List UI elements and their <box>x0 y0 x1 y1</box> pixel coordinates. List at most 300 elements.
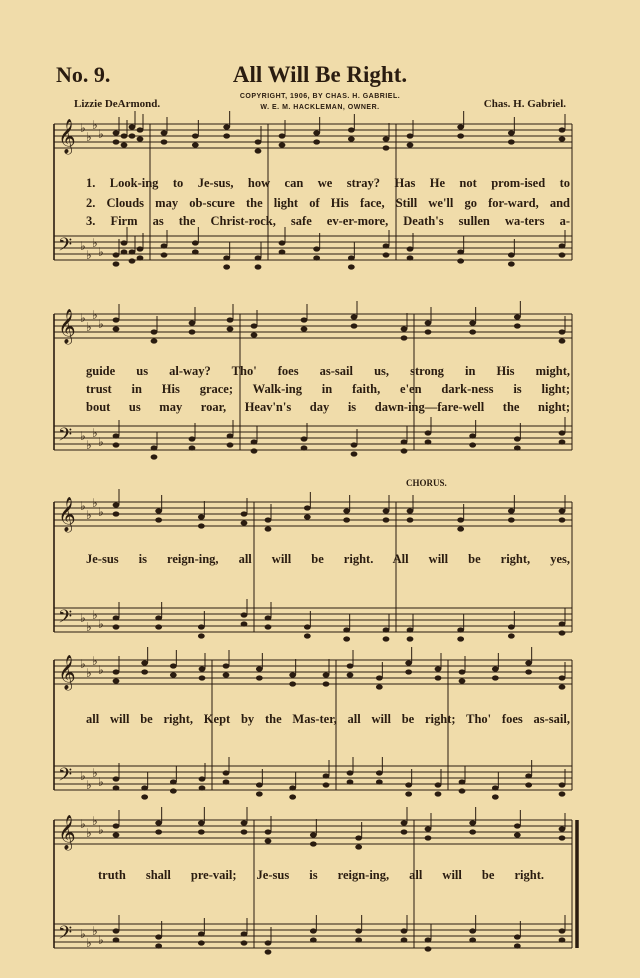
note-head <box>407 627 414 632</box>
note-head <box>223 133 230 138</box>
flat-sign-icon: ♭ <box>80 499 86 513</box>
flat-sign-icon: ♭ <box>92 814 98 828</box>
note-head <box>559 329 566 334</box>
note-head <box>137 255 144 260</box>
composer: Chas. H. Gabriel. <box>483 98 566 110</box>
note-head <box>559 127 566 132</box>
note-head <box>113 433 120 438</box>
note-head <box>559 937 566 942</box>
hymn-number: No. 9. <box>56 62 111 87</box>
note-head <box>323 672 330 677</box>
note-head <box>241 511 248 516</box>
treble-clef-icon: 𝄞 <box>58 815 76 850</box>
note-head <box>323 773 330 778</box>
note-head <box>383 252 390 257</box>
note-head <box>383 517 390 522</box>
note-head <box>323 782 330 787</box>
note-head <box>113 139 120 144</box>
note-head <box>401 937 408 942</box>
verse-2-line-1: 2. Clouds may ob-scure the light of His face, Still we'll go for-ward, and <box>86 196 570 210</box>
note-head <box>457 124 464 129</box>
note-head <box>559 791 566 796</box>
note-head <box>492 785 499 790</box>
note-head <box>129 133 136 138</box>
treble-clef-icon: 𝄞 <box>58 119 76 154</box>
note-head <box>508 130 515 135</box>
note-head <box>492 666 499 671</box>
note-head <box>113 502 120 507</box>
note-head <box>192 240 199 245</box>
note-head <box>279 142 286 147</box>
note-head <box>265 624 272 629</box>
note-head <box>241 520 248 525</box>
flat-sign-icon: ♭ <box>80 121 86 135</box>
verse-1-line-1: 1. Look-ing to Je-sus, how can we stray? Has He not prom-ised to <box>86 176 570 190</box>
note-head <box>137 246 144 251</box>
note-head <box>376 779 383 784</box>
note-head <box>113 252 120 257</box>
note-head <box>241 940 248 945</box>
note-head <box>279 249 286 254</box>
flat-sign-icon: ♭ <box>86 620 92 634</box>
note-head <box>343 636 350 641</box>
note-head <box>155 517 162 522</box>
note-head <box>129 258 136 263</box>
note-head <box>161 139 168 144</box>
note-head <box>121 142 128 147</box>
note-head <box>559 439 566 444</box>
note-head <box>514 934 521 939</box>
note-head <box>525 660 532 665</box>
note-head <box>514 323 521 328</box>
note-head <box>559 684 566 689</box>
note-head <box>251 448 258 453</box>
flat-sign-icon: ♭ <box>92 608 98 622</box>
note-head <box>405 669 412 674</box>
flat-sign-icon: ♭ <box>92 236 98 250</box>
note-head <box>457 517 464 522</box>
note-head <box>457 249 464 254</box>
note-head <box>383 508 390 513</box>
note-head <box>113 615 120 620</box>
note-head <box>514 832 521 837</box>
note-head <box>559 826 566 831</box>
note-head <box>192 133 199 138</box>
lyricist: Lizzie DeArmond. <box>74 98 161 110</box>
note-head <box>469 320 476 325</box>
note-head <box>113 317 120 322</box>
note-head <box>425 826 432 831</box>
note-head <box>348 127 355 132</box>
note-head <box>223 672 230 677</box>
note-head <box>559 508 566 513</box>
note-head <box>113 823 120 828</box>
flat-sign-icon: ♭ <box>98 505 104 519</box>
note-head <box>313 139 320 144</box>
flat-sign-icon: ♭ <box>92 924 98 938</box>
flat-sign-icon: ♭ <box>80 817 86 831</box>
note-head <box>113 261 120 266</box>
note-head <box>121 133 128 138</box>
note-head <box>401 829 408 834</box>
flat-sign-icon: ♭ <box>86 130 92 144</box>
note-head <box>514 436 521 441</box>
note-head <box>121 249 128 254</box>
note-head <box>129 124 136 129</box>
note-head <box>559 621 566 626</box>
note-head <box>525 773 532 778</box>
note-head <box>459 788 466 793</box>
note-head <box>155 829 162 834</box>
note-head <box>351 442 358 447</box>
note-head <box>251 323 258 328</box>
bass-clef-icon: 𝄢 <box>58 765 73 790</box>
note-head <box>155 615 162 620</box>
note-head <box>227 433 234 438</box>
note-head <box>198 820 205 825</box>
note-head <box>151 454 158 459</box>
note-head <box>508 633 515 638</box>
note-head <box>457 627 464 632</box>
note-head <box>289 785 296 790</box>
note-head <box>425 835 432 840</box>
flat-sign-icon: ♭ <box>86 826 92 840</box>
note-head <box>401 326 408 331</box>
note-head <box>151 329 158 334</box>
note-head <box>198 523 205 528</box>
flat-sign-icon: ♭ <box>92 308 98 322</box>
note-head <box>492 675 499 680</box>
note-head <box>198 931 205 936</box>
flat-sign-icon: ♭ <box>98 617 104 631</box>
note-head <box>348 255 355 260</box>
verse-3-line-1: 3. Firm as the Christ-rock, safe ev-er-more, Death's sullen wa-ters a- <box>86 214 570 228</box>
note-head <box>301 317 308 322</box>
note-head <box>435 791 442 796</box>
note-head <box>265 829 272 834</box>
note-head <box>343 508 350 513</box>
note-head <box>351 314 358 319</box>
chorus-line-1: Je-sus is reign-ing, all will be right. All will be right, yes, <box>86 552 570 566</box>
note-head <box>457 258 464 263</box>
note-head <box>304 633 311 638</box>
note-head <box>223 663 230 668</box>
note-head <box>459 669 466 674</box>
note-head <box>355 835 362 840</box>
note-head <box>405 791 412 796</box>
note-head <box>469 820 476 825</box>
flat-sign-icon: ♭ <box>98 127 104 141</box>
note-head <box>113 776 120 781</box>
note-head <box>469 433 476 438</box>
note-head <box>401 439 408 444</box>
note-head <box>401 928 408 933</box>
note-head <box>425 430 432 435</box>
note-head <box>256 791 263 796</box>
note-head <box>198 829 205 834</box>
note-head <box>514 943 521 948</box>
note-head <box>198 514 205 519</box>
note-head <box>347 770 354 775</box>
note-head <box>383 636 390 641</box>
note-head <box>241 621 248 626</box>
note-head <box>525 782 532 787</box>
note-head <box>189 436 196 441</box>
copyright-line-2: W. E. M. HACKLEMAN, OWNER. <box>260 104 380 111</box>
note-head <box>310 937 317 942</box>
note-head <box>351 451 358 456</box>
note-head <box>425 439 432 444</box>
note-head <box>383 627 390 632</box>
flat-sign-icon: ♭ <box>80 239 86 253</box>
note-head <box>376 684 383 689</box>
flat-sign-icon: ♭ <box>86 936 92 950</box>
note-head <box>323 681 330 686</box>
note-head <box>170 663 177 668</box>
note-head <box>241 829 248 834</box>
note-head <box>227 326 234 331</box>
hymn-title: All Will Be Right. <box>232 62 408 87</box>
note-head <box>170 672 177 677</box>
note-head <box>192 142 199 147</box>
note-head <box>348 264 355 269</box>
copyright-line-1: COPYRIGHT, 1906, BY CHAS. H. GABRIEL. <box>239 93 401 100</box>
note-head <box>241 820 248 825</box>
note-head <box>407 142 414 147</box>
flat-sign-icon: ♭ <box>98 435 104 449</box>
note-head <box>383 136 390 141</box>
note-head <box>457 526 464 531</box>
note-head <box>155 624 162 629</box>
note-head <box>435 666 442 671</box>
note-head <box>304 514 311 519</box>
note-head <box>301 436 308 441</box>
note-head <box>407 255 414 260</box>
note-head <box>251 439 258 444</box>
note-head <box>155 943 162 948</box>
flat-sign-icon: ♭ <box>92 496 98 510</box>
note-head <box>559 630 566 635</box>
flat-sign-icon: ♭ <box>92 766 98 780</box>
note-head <box>199 675 206 680</box>
flat-sign-icon: ♭ <box>86 778 92 792</box>
note-head <box>155 508 162 513</box>
note-head <box>129 249 136 254</box>
note-head <box>198 940 205 945</box>
note-head <box>199 666 206 671</box>
flat-sign-icon: ♭ <box>98 663 104 677</box>
note-head <box>508 508 515 513</box>
note-head <box>407 246 414 251</box>
note-head <box>508 261 515 266</box>
note-head <box>141 794 148 799</box>
bass-clef-icon: 𝄢 <box>58 607 73 632</box>
flat-sign-icon: ♭ <box>98 245 104 259</box>
note-head <box>508 252 515 257</box>
flat-sign-icon: ♭ <box>80 769 86 783</box>
note-head <box>113 624 120 629</box>
treble-clef-icon: 𝄞 <box>58 655 76 690</box>
note-head <box>405 660 412 665</box>
note-head <box>137 127 144 132</box>
note-head <box>425 329 432 334</box>
note-head <box>459 678 466 683</box>
flat-sign-icon: ♭ <box>86 248 92 262</box>
note-head <box>559 835 566 840</box>
note-head <box>113 832 120 837</box>
note-head <box>113 442 120 447</box>
note-head <box>289 794 296 799</box>
note-head <box>435 675 442 680</box>
verse-3-line-2: bout us may roar, Heav'n's day is dawn-ing—fare-well the night; <box>86 400 570 414</box>
note-head <box>469 829 476 834</box>
flat-sign-icon: ♭ <box>92 426 98 440</box>
note-head <box>170 779 177 784</box>
note-head <box>457 133 464 138</box>
note-head <box>289 681 296 686</box>
note-head <box>121 240 128 245</box>
note-head <box>310 832 317 837</box>
note-head <box>347 663 354 668</box>
note-head <box>310 928 317 933</box>
note-head <box>161 252 168 257</box>
note-head <box>141 785 148 790</box>
note-head <box>425 946 432 951</box>
treble-clef-icon: 𝄞 <box>58 497 76 532</box>
note-head <box>113 130 120 135</box>
note-head <box>192 249 199 254</box>
note-head <box>401 335 408 340</box>
note-head <box>514 823 521 828</box>
note-head <box>508 624 515 629</box>
note-head <box>241 931 248 936</box>
note-head <box>355 928 362 933</box>
note-head <box>265 615 272 620</box>
note-head <box>559 430 566 435</box>
note-head <box>289 672 296 677</box>
note-head <box>223 124 230 129</box>
note-head <box>355 844 362 849</box>
note-head <box>255 255 262 260</box>
note-head <box>113 785 120 790</box>
note-head <box>227 442 234 447</box>
note-head <box>155 934 162 939</box>
note-head <box>170 788 177 793</box>
note-head <box>265 517 272 522</box>
note-head <box>559 136 566 141</box>
flat-sign-icon: ♭ <box>80 927 86 941</box>
note-head <box>113 678 120 683</box>
note-head <box>405 782 412 787</box>
note-head <box>256 675 263 680</box>
note-head <box>457 636 464 641</box>
note-head <box>199 776 206 781</box>
note-head <box>301 326 308 331</box>
note-head <box>113 511 120 516</box>
flat-sign-icon: ♭ <box>98 775 104 789</box>
note-head <box>407 517 414 522</box>
note-head <box>301 445 308 450</box>
note-head <box>223 264 230 269</box>
note-head <box>383 243 390 248</box>
note-head <box>469 442 476 447</box>
note-head <box>376 675 383 680</box>
note-head <box>343 517 350 522</box>
note-head <box>559 782 566 787</box>
flat-sign-icon: ♭ <box>98 933 104 947</box>
note-head <box>407 636 414 641</box>
verse-1-line-2: guide us al-way? Tho' foes as-sail us, strong in His might, <box>86 364 570 378</box>
bass-clef-icon: 𝄢 <box>58 923 73 948</box>
note-head <box>304 505 311 510</box>
chorus-line-3: truth shall pre-vail; Je-sus is reign-ing, all will be right. <box>98 868 544 882</box>
note-head <box>425 937 432 942</box>
flat-sign-icon: ♭ <box>92 654 98 668</box>
note-head <box>265 838 272 843</box>
note-head <box>313 255 320 260</box>
flat-sign-icon: ♭ <box>80 311 86 325</box>
note-head <box>141 669 148 674</box>
note-head <box>265 940 272 945</box>
note-head <box>559 675 566 680</box>
bass-clef-icon: 𝄢 <box>58 425 73 450</box>
note-head <box>559 517 566 522</box>
note-head <box>425 320 432 325</box>
note-head <box>113 326 120 331</box>
note-head <box>514 445 521 450</box>
note-head <box>161 243 168 248</box>
note-head <box>265 526 272 531</box>
note-head <box>189 445 196 450</box>
note-head <box>514 314 521 319</box>
note-head <box>198 624 205 629</box>
flat-sign-icon: ♭ <box>98 317 104 331</box>
note-head <box>459 779 466 784</box>
note-head <box>255 264 262 269</box>
note-head <box>559 338 566 343</box>
note-head <box>198 633 205 638</box>
flat-sign-icon: ♭ <box>98 823 104 837</box>
note-head <box>469 329 476 334</box>
note-head <box>310 841 317 846</box>
note-head <box>223 779 230 784</box>
note-head <box>469 928 476 933</box>
note-head <box>401 820 408 825</box>
flat-sign-icon: ♭ <box>86 320 92 334</box>
note-head <box>383 145 390 150</box>
note-head <box>469 937 476 942</box>
note-head <box>223 770 230 775</box>
flat-sign-icon: ♭ <box>86 508 92 522</box>
note-head <box>223 255 230 260</box>
note-head <box>151 338 158 343</box>
note-head <box>348 136 355 141</box>
note-head <box>304 624 311 629</box>
treble-clef-icon: 𝄞 <box>58 309 76 344</box>
note-head <box>313 130 320 135</box>
note-head <box>141 660 148 665</box>
note-head <box>189 329 196 334</box>
note-head <box>279 240 286 245</box>
note-head <box>508 517 515 522</box>
note-head <box>376 770 383 775</box>
note-head <box>559 928 566 933</box>
note-head <box>255 148 262 153</box>
flat-sign-icon: ♭ <box>86 438 92 452</box>
note-head <box>407 133 414 138</box>
note-head <box>279 133 286 138</box>
flat-sign-icon: ♭ <box>80 429 86 443</box>
